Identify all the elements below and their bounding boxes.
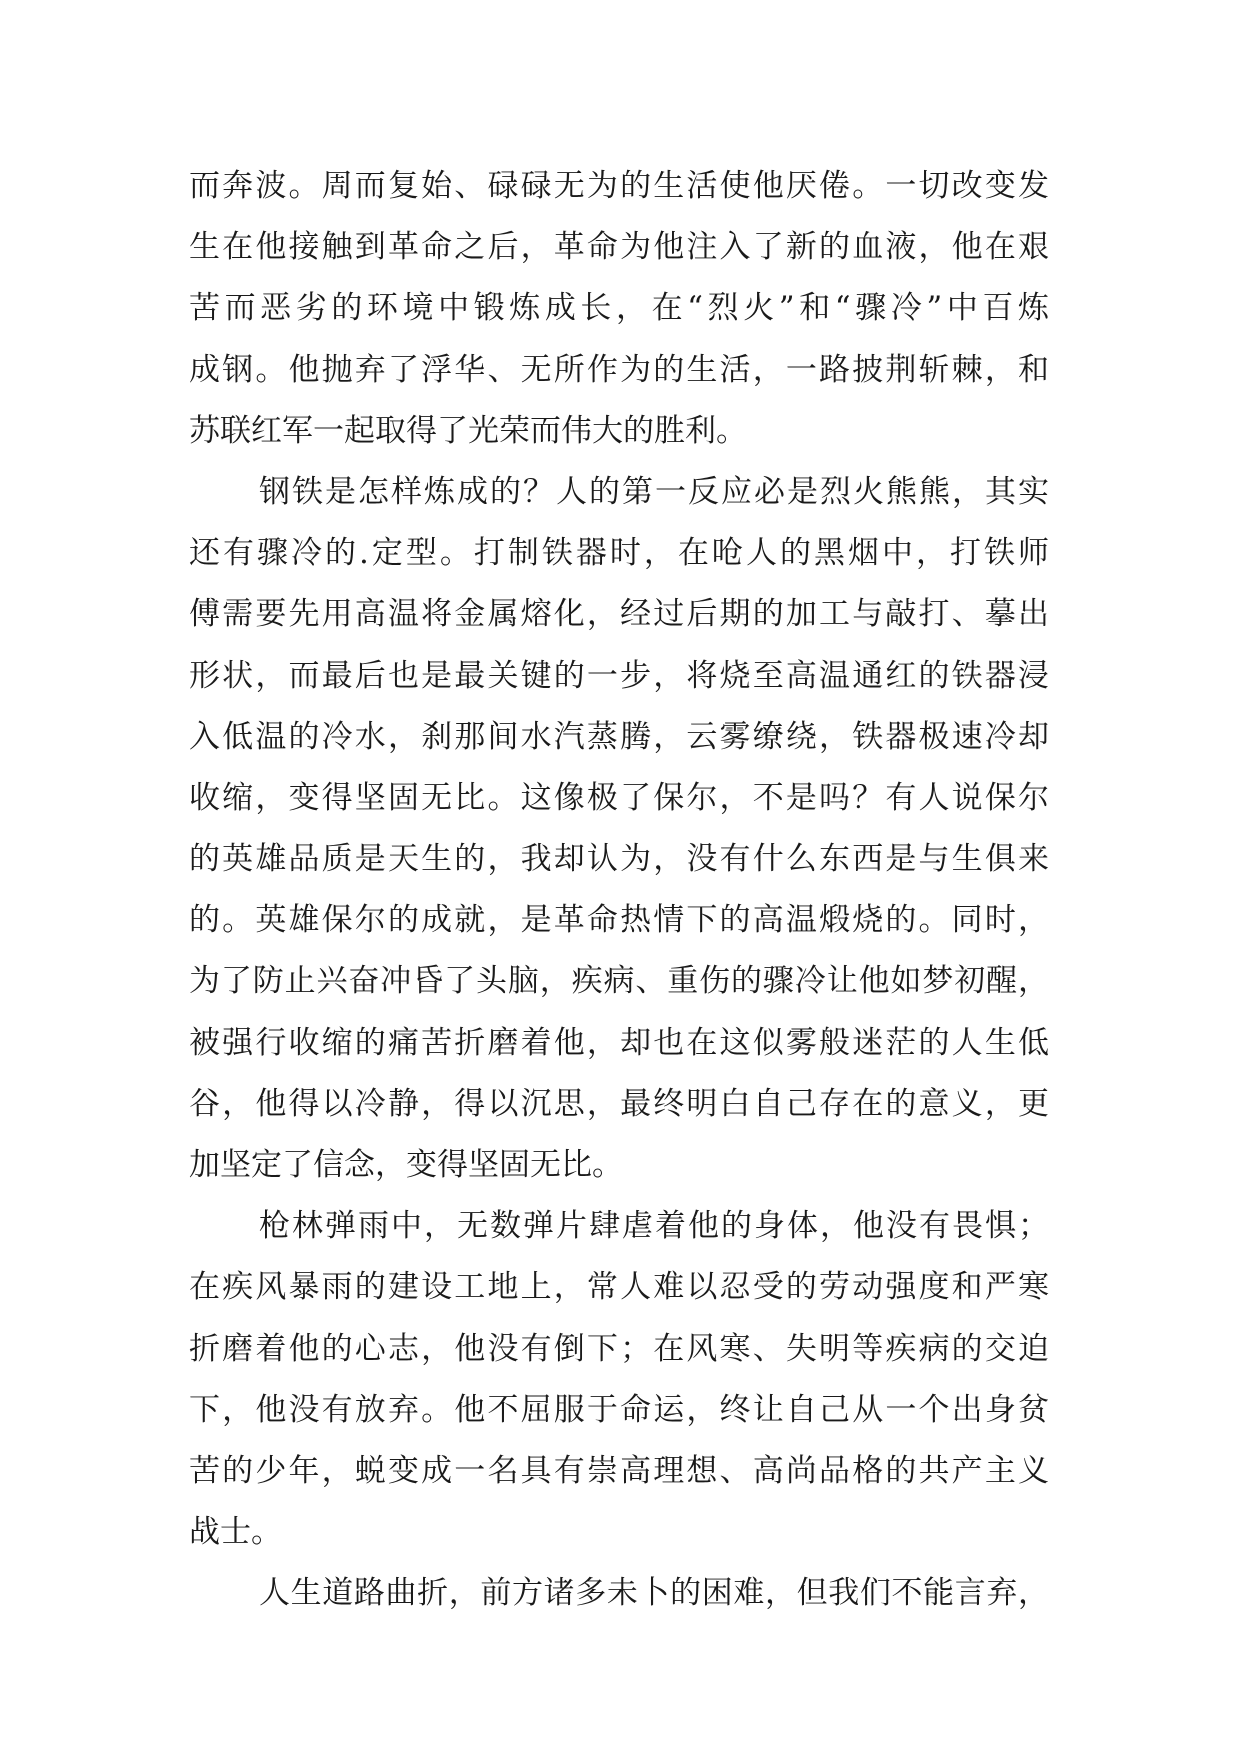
paragraph-line: 入低温的冷水，刹那间水汽蒸腾，云雾缭绕，铁器极速冷却 (189, 718, 1049, 755)
paragraph-line: 钢铁是怎样炼成的？人的第一反应必是烈火熊熊，其实 (259, 473, 1049, 510)
paragraph-line: 形状，而最后也是最关键的一步，将烧至高温通红的铁器浸 (189, 657, 1049, 694)
paragraph-3 (189, 1196, 1049, 1563)
paragraph-line: 枪林弹雨中，无数弹片肆虐着他的身体，他没有畏惧； (259, 1208, 1049, 1245)
paragraph-2 (189, 462, 1049, 1196)
paragraph-line: 被强行收缩的痛苦折磨着他，却也在这似雾般迷茫的人生低 (189, 1024, 1049, 1061)
paragraph-line: 的。英雄保尔的成就，是革命热情下的高温煅烧的。同时， (189, 902, 1049, 939)
paragraph-line: 下，他没有放弃。他不屈服于命运，终让自己从一个出身贫 (189, 1391, 1049, 1428)
paragraph-line: 成钢。他抛弃了浮华、无所作为的生活，一路披荆斩棘，和 (189, 351, 1049, 388)
paragraph-line: 的英雄品质是天生的，我却认为，没有什么东西是与生俱来 (189, 841, 1049, 878)
paragraph-line: 苏联红军一起取得了光荣而伟大的胜利。 (189, 412, 747, 449)
paragraph-line: 收缩，变得坚固无比。这像极了保尔，不是吗？有人说保尔 (189, 779, 1049, 816)
paragraph-line: 战士。 (189, 1514, 282, 1551)
paragraph-1 (189, 156, 1049, 462)
paragraph-line: 生在他接触到革命之后，革命为他注入了新的血液，他在艰 (189, 229, 1049, 266)
paragraph-line: 苦的少年，蜕变成一名具有崇高理想、高尚品格的共产主义 (189, 1452, 1049, 1489)
paragraph-line: 在疾风暴雨的建设工地上，常人难以忍受的劳动强度和严寒 (189, 1269, 1049, 1306)
paragraph-line: 而奔波。周而复始、碌碌无为的生活使他厌倦。一切改变发 (189, 168, 1049, 204)
paragraph-line: 加坚定了信念，变得坚固无比。 (189, 1147, 623, 1183)
paragraph-line: 还有骤冷的.定型。打制铁器时，在呛人的黑烟中，打铁师 (189, 535, 1049, 572)
paragraph-line: 傅需要先用高温将金属熔化，经过后期的加工与敲打、摹出 (189, 596, 1049, 633)
paragraph-line: 折磨着他的心志，他没有倒下；在风寒、失明等疾病的交迫 (189, 1330, 1049, 1367)
paragraph-line: 人生道路曲折，前方诸多未卜的困难，但我们不能言弃， (259, 1575, 1049, 1612)
paragraph-line: 苦而恶劣的环境中锻炼成长，在“烈火”和“骤冷”中百炼 (189, 290, 1049, 327)
paragraph-line: 为了防止兴奋冲昏了头脑，疾病、重伤的骤冷让他如梦初醒， (189, 963, 1049, 1000)
document-body (189, 156, 1049, 1625)
paragraph-4 (189, 1563, 1049, 1624)
paragraph-line: 谷，他得以冷静，得以沉思，最终明白自己存在的意义，更 (189, 1085, 1049, 1122)
